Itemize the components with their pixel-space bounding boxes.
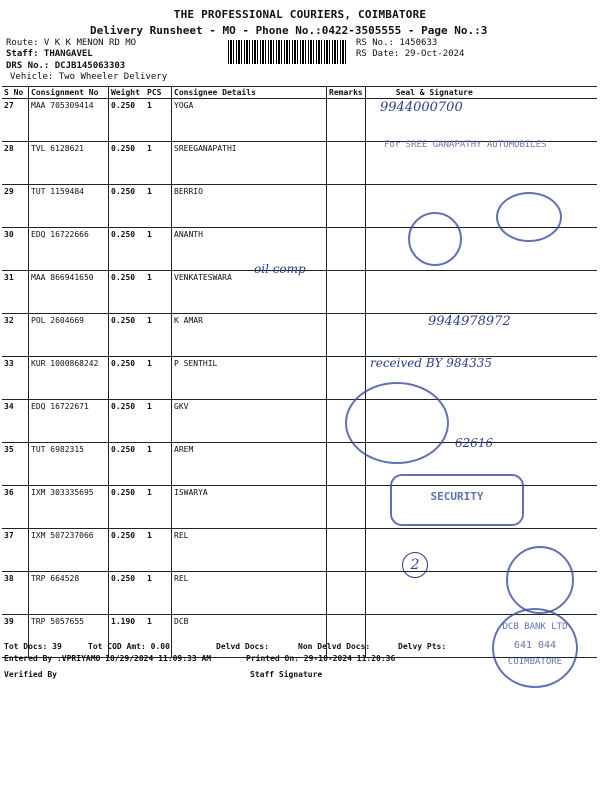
table-row [2, 400, 597, 443]
row-consignee: YOGA [172, 99, 327, 142]
staff: Staff: THANGAVEL [6, 49, 93, 59]
row-sno: 35 [2, 443, 29, 486]
row-consignee: P SENTHIL [172, 357, 327, 400]
table-row [2, 99, 597, 142]
security-label: SECURITY [430, 490, 484, 503]
row-consignment: MAA 866941650 [29, 271, 109, 314]
row-consignment: TVL 6128621 [29, 142, 109, 185]
route: Route: V K K MENON RD MO [6, 38, 137, 48]
row-consignment: TUT 6982315 [29, 443, 109, 486]
col-consignee: Consignee Details [172, 87, 327, 99]
row-remarks [327, 228, 366, 271]
row-sno: 29 [2, 185, 29, 228]
gkv-computers-stamp [345, 382, 449, 464]
entered-by: Entered By :VPRIYAMO 10/29/2024 11:09:33 AM [4, 654, 212, 663]
row-consignee: ANANTH [172, 228, 327, 271]
row-sno: 38 [2, 572, 29, 615]
row-remarks [327, 615, 366, 658]
row-signature [365, 271, 597, 314]
non-delvd-docs: Non Delvd Docs: [298, 642, 371, 651]
row-remarks [327, 486, 366, 529]
row-remarks [327, 529, 366, 572]
table-row [2, 271, 597, 314]
row-weight: 0.250 [109, 443, 146, 486]
row-pcs: 1 [145, 142, 172, 185]
vehicle: Vehicle: Two Wheeler Delivery [10, 72, 168, 82]
row-consignee: K AMAR [172, 314, 327, 357]
row-signature [365, 228, 597, 271]
row-pcs: 1 [145, 314, 172, 357]
ananth-stamp [408, 212, 462, 266]
row-consignment: EDQ 16722666 [29, 228, 109, 271]
col-sno: S No [2, 87, 29, 99]
row-consignment: TRP 5057655 [29, 615, 109, 658]
row-weight: 0.250 [109, 99, 146, 142]
row-sno: 37 [2, 529, 29, 572]
row-sno: 32 [2, 314, 29, 357]
reliance-stamp [506, 546, 574, 614]
row-remarks [327, 99, 366, 142]
delvy-pts: Delvy Pts: [398, 642, 447, 651]
row-pcs: 1 [145, 486, 172, 529]
row-weight: 0.250 [109, 400, 146, 443]
table-row [2, 529, 597, 572]
company-title: THE PROFESSIONAL COURIERS, COIMBATORE [173, 8, 427, 21]
row-sno: 33 [2, 357, 29, 400]
row-consignment: TUT 1159484 [29, 185, 109, 228]
berrio-stamp [496, 192, 562, 242]
row-pcs: 1 [145, 529, 172, 572]
table-row [2, 357, 597, 400]
handwritten-received: received BY 984335 [370, 356, 493, 370]
row-pcs: 1 [145, 185, 172, 228]
staff-signature: Staff Signature [250, 670, 323, 679]
row-weight: 0.250 [109, 271, 146, 314]
row-remarks [327, 572, 366, 615]
row-weight: 0.250 [109, 572, 146, 615]
row-sno: 31 [2, 271, 29, 314]
row-weight: 0.250 [109, 357, 146, 400]
row-consignment: EDQ 16722671 [29, 400, 109, 443]
handwritten-mobile-34: 62616 [455, 436, 494, 450]
row-consignment: MAA 705309414 [29, 99, 109, 142]
row-consignment: KUR 1000868242 [29, 357, 109, 400]
row-consignee: GKV [172, 400, 327, 443]
row-remarks [327, 314, 366, 357]
row-consignee: SREEGANAPATHI [172, 142, 327, 185]
row-consignee: DCB [172, 615, 327, 658]
barcode [228, 40, 348, 64]
row-pcs: 1 [145, 99, 172, 142]
row-pcs: 1 [145, 400, 172, 443]
row-sno: 28 [2, 142, 29, 185]
row-consignee: ISWARYA [172, 486, 327, 529]
printed-on: Printed On: 29-10-2024 11:20:36 [246, 654, 396, 663]
col-weight: Weight [109, 87, 146, 99]
handwritten-phone-27: 9944000700 [380, 100, 463, 115]
row-weight: 0.250 [109, 529, 146, 572]
dcb-city: COIMBATORE [507, 657, 563, 667]
drs-number: DRS No.: DCJB145063303 [6, 61, 126, 71]
iswarya-health-stamp [390, 474, 524, 526]
row-consignee: BERRIO [172, 185, 327, 228]
row-consignment: POL 2604669 [29, 314, 109, 357]
rs-date: RS Date: 29-Oct-2024 [356, 49, 465, 59]
verified-by: Verified By [4, 670, 57, 679]
tot-cod-amt: Tot COD Amt: 0.00 [88, 642, 170, 651]
row-consignment: IXM 507237066 [29, 529, 109, 572]
delvd-docs: Delvd Docs: [216, 642, 269, 651]
row-sno: 39 [2, 615, 29, 658]
col-pcs: PCS [145, 87, 172, 99]
col-remarks: Remarks [327, 87, 366, 99]
tot-docs: Tot Docs: 39 [4, 642, 62, 651]
dcb-pin: 641 044 [513, 640, 557, 651]
sree-ganapathy-stamp: For SREE GANAPATHY AUTOMOBILES [384, 140, 547, 150]
row-weight: 0.250 [109, 486, 146, 529]
row-remarks [327, 142, 366, 185]
row-weight: 0.250 [109, 314, 146, 357]
row-pcs: 1 [145, 572, 172, 615]
row-remarks [327, 271, 366, 314]
row-consignee: REL [172, 529, 327, 572]
row-consignment: TRP 664528 [29, 572, 109, 615]
runsheet-title: Delivery Runsheet - MO - Phone No.:0422-3505555 - Page No.:3 [90, 24, 488, 37]
row-signature [365, 185, 597, 228]
row-sno: 34 [2, 400, 29, 443]
row-sno: 36 [2, 486, 29, 529]
row-weight: 0.250 [109, 142, 146, 185]
row-consignee: AREM [172, 443, 327, 486]
handwritten-phone-32: 9944978972 [428, 314, 511, 329]
handwritten-oil-comp: oil comp [254, 262, 306, 276]
row-sno: 30 [2, 228, 29, 271]
row-pcs: 1 [145, 271, 172, 314]
circled-number: 2 [402, 552, 428, 578]
row-weight: 0.250 [109, 185, 146, 228]
row-consignee: REL [172, 572, 327, 615]
col-consignment: Consignment No [29, 87, 109, 99]
row-pcs: 1 [145, 228, 172, 271]
row-weight: 0.250 [109, 228, 146, 271]
table-header-row [2, 87, 597, 99]
row-pcs: 1 [145, 357, 172, 400]
row-remarks [327, 185, 366, 228]
rs-number: RS No.: 1450633 [356, 38, 438, 48]
row-pcs: 1 [145, 443, 172, 486]
row-sno: 27 [2, 99, 29, 142]
row-consignee: VENKATESWARA [172, 271, 327, 314]
dcb-bank-name: DCB BANK LTD [502, 622, 568, 632]
dcb-bank-stamp [492, 608, 578, 688]
row-weight: 1.190 [109, 615, 146, 658]
col-seal-signature: Seal & Signature [365, 87, 597, 99]
row-pcs: 1 [145, 615, 172, 658]
row-consignment: IXM 303335695 [29, 486, 109, 529]
